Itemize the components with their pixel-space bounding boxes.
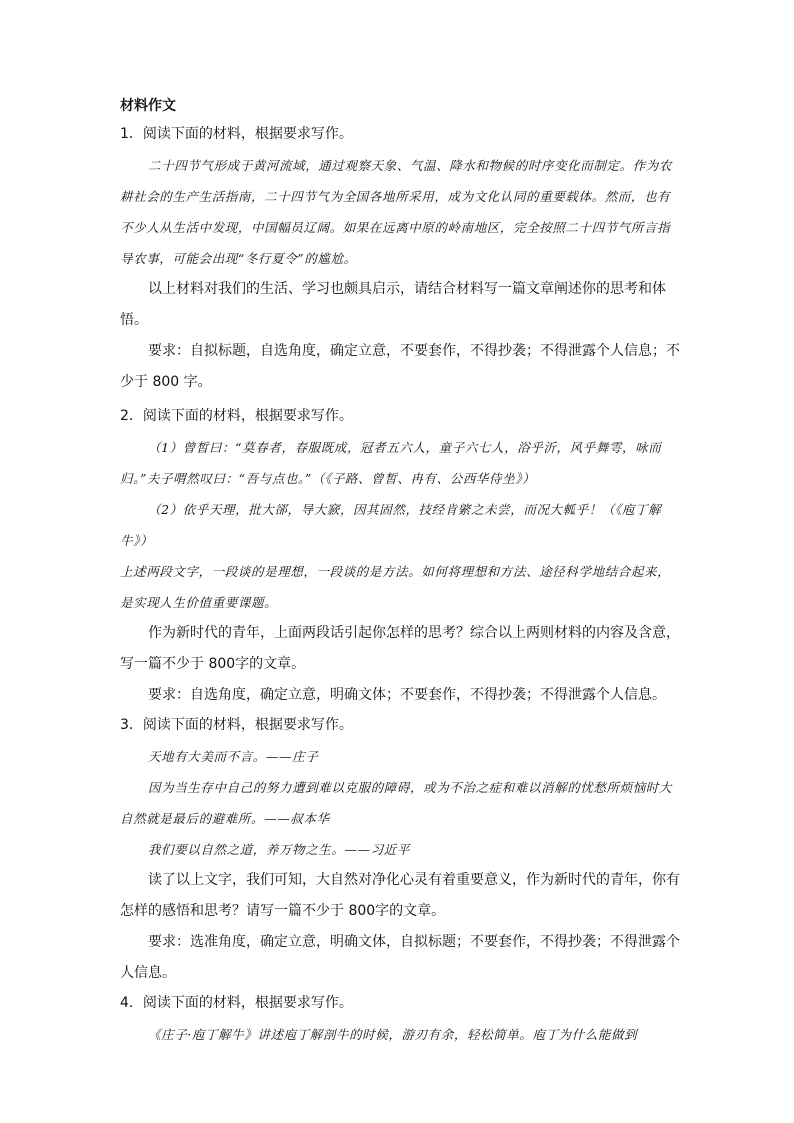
question-1-number: 1． <box>120 126 143 142</box>
document-body <box>120 96 680 1050</box>
question-2-instruction: 作为新时代的青年，上面两段话引起你怎样的思考？综合以上两则材料的内容及含意，写一篇不少于 800字的文章。 <box>120 625 680 672</box>
question-3-prompt-text: 阅读下面的材料，根据要求写作。 <box>142 717 353 733</box>
question-1-material: 二十四节气形成于黄河流域，通过观察天象、气温、降水和物候的时序变化而制定。作为农耕社会的生产生活指南，二十四节气为全国各地所采用，成为文化认同的重要载体。然而，也有不少人从生活中发现，中国幅员辽阔。如果在远离中原的岭南地区，完全按照二十四节气所言指导农事，可能会出现“冬行夏令”的尴尬。 <box>120 158 673 266</box>
question-3-quote-2: 因为当生存中自己的努力遭到难以克服的障碍，或为不治之症和难以消解的忧愁所烦恼时大自然就是最后的避难所。——叔本华 <box>120 780 673 826</box>
question-4-number: 4． <box>120 995 143 1011</box>
question-3-quote-1: 天地有大美而不言。——庄子 <box>148 749 319 764</box>
question-2-material-2: （2）依乎天理，批大郤，导大窾，因其固然，技经肯綮之未尝，而况大軱乎！（《庖丁解牛》） <box>120 502 662 548</box>
question-1-requirement: 要求：自拟标题，自选角度，确定立意，不要套作，不得抄袭；不得泄露个人信息；不少于 800 字。 <box>120 343 680 390</box>
question-4-material: 《庄子·庖丁解牛》讲述庖丁解剖牛的时候，游刃有余，轻松简单。庖丁为什么能做到 <box>148 1027 638 1042</box>
question-1-prompt <box>120 124 680 144</box>
question-1-prompt-text: 阅读下面的材料，根据要求写作。 <box>142 126 353 142</box>
question-2-material-1: （1）曾皙曰：“莫春者，春服既成，冠者五六人，童子六七人，浴乎沂，风乎舞雩，咏而归。”夫子喟然叹曰：“吾与点也。”（《子路、曾皙、冉有、公西华侍坐》） <box>120 440 662 486</box>
question-3-quote-3: 我们要以自然之道，养万物之生。——习近平 <box>148 842 411 857</box>
question-2-prompt <box>120 406 680 426</box>
question-3-requirement: 要求：选准角度，确定立意，明确文体，自拟标题；不要套作，不得抄袭；不得泄露个人信息。 <box>120 934 680 981</box>
question-4-prompt-text: 阅读下面的材料，根据要求写作。 <box>142 995 353 1011</box>
question-2-number: 2． <box>120 408 143 424</box>
question-2-requirement: 要求：自选角度，确定立意，明确文体；不要套作，不得抄袭；不得泄露个人信息。 <box>148 687 666 703</box>
question-4-prompt <box>120 993 680 1013</box>
question-2-analysis: 上述两段文字，一段谈的是理想，一段谈的是方法。如何将理想和方法、途径科学地结合起来，是实现人生价值重要课题。 <box>120 564 671 610</box>
question-3-prompt <box>120 715 680 735</box>
section-title: 材料作文 <box>120 98 176 114</box>
question-3-number: 3． <box>120 717 143 733</box>
question-2-prompt-text: 阅读下面的材料，根据要求写作。 <box>142 408 353 424</box>
question-3-instruction: 读了以上文字，我们可知，大自然对净化心灵有着重要意义，作为新时代的青年，你有怎样的感悟和思考？请写一篇不少于 800字的文章。 <box>120 872 680 919</box>
question-1-instruction: 以上材料对我们的生活、学习也颇具启示，请结合材料写一篇文章阐述你的思考和体悟。 <box>120 281 666 328</box>
